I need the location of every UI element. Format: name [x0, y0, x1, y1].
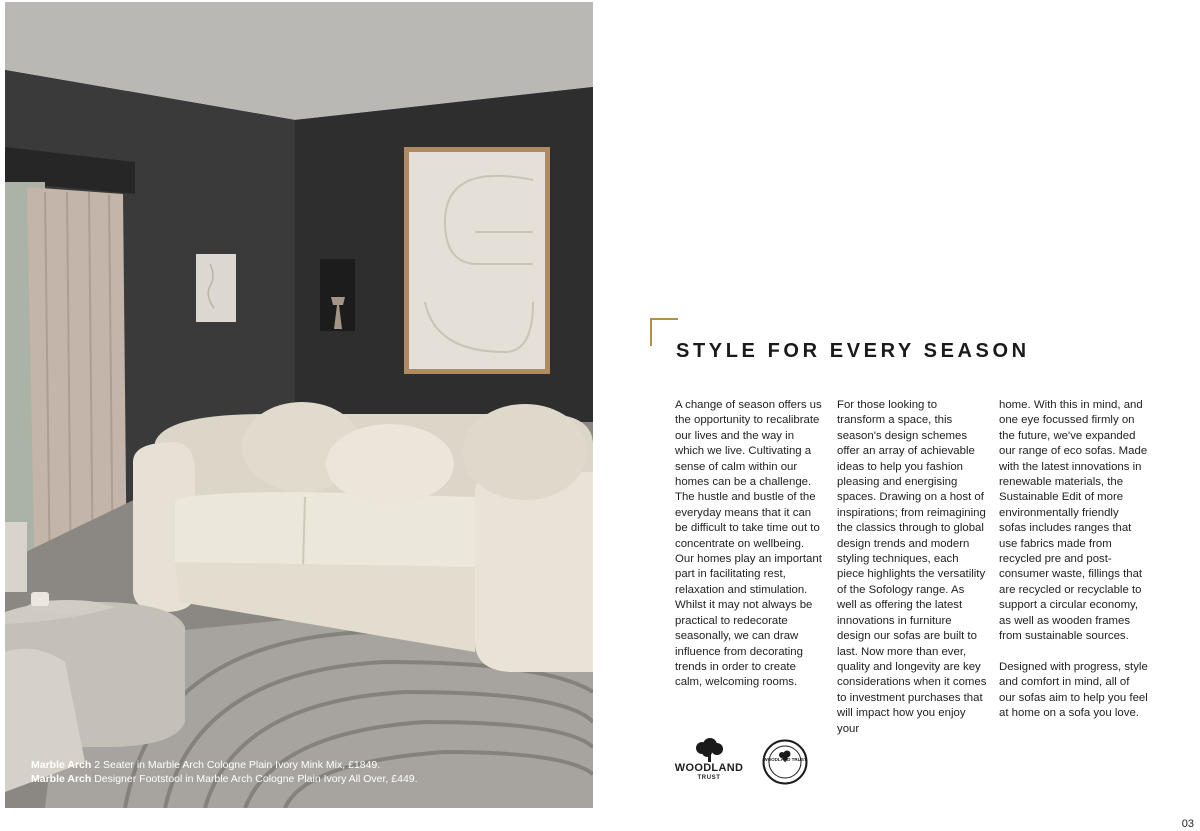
- paragraph: For those looking to transform a space, this season's design schemes offer an array of achievable ideas to help you fashion pleasing and energising spaces. Drawing on a host of inspirations; from reimagining the classics through to global design trends and modern styling techniques, each piece highlights the versatility of the Sofology range. As well as offering the latest innovations in furniture design our sofas are built to last. Now more than ever, quality and longevity are key considerations when it comes to investment purchases that will impact how you enjoy your: [837, 399, 987, 735]
- paragraph: A change of season offers us the opportunity to recalibrate our lives and the way in which we live. Cultivating a sense of calm within our homes can be a challenge. The hustle and bustle of the everyday means that it can be difficult to take time out to concentrate on wellbeing. Our homes play an important part in facilitating rest, relaxation and stimulation. Whilst it may not always be practical to redecorate seasonally, we can draw influence from decorating trends in order to create calm, welcoming rooms.: [675, 399, 822, 689]
- woodland-trust-logo: [672, 738, 746, 786]
- living-room-illustration: [5, 2, 593, 808]
- photo-caption: [31, 758, 418, 786]
- woodland-seal-logo: [762, 739, 808, 785]
- woodland-sub: TRUST: [697, 775, 721, 781]
- article-heading: STYLE FOR EVERY SEASON: [676, 340, 1030, 362]
- tree-icon: [692, 738, 726, 762]
- corner-accent: [650, 318, 678, 346]
- room-photo: [5, 2, 593, 808]
- caption-line-2: Marble Arch Designer Footstool in Marble Arch Cologne Plain Ivory All Over, £449.: [31, 773, 418, 785]
- page-number: 03: [1181, 818, 1194, 830]
- text-column-2: [837, 398, 987, 737]
- text-column-3: [999, 398, 1149, 722]
- paragraph: home. With this in mind, and one eye focussed firmly on the future, we've expanded our range of eco sofas. Made with the latest innovations in renewable materials, the Sustainable Edit of more environmentally friendly sofas includes ranges that use fabrics made from recycled pre and post-consumer waste, fillings that are recycled or recyclable to support a circular economy, as well as wooden frames from sustainable sources.: [999, 399, 1148, 643]
- text-column-1: [675, 398, 825, 691]
- seal-badge-icon: [762, 739, 808, 785]
- paragraph: Designed with progress, style and comfort in mind, all of our sofas aim to help you feel at home on a sofa you love.: [999, 660, 1148, 720]
- caption-line-1: Marble Arch 2 Seater in Marble Arch Cologne Plain Ivory Mink Mix, £1849.: [31, 759, 381, 771]
- seal-text: WOODLAND TRUST: [763, 757, 807, 762]
- woodland-name: WOODLAND: [674, 762, 744, 774]
